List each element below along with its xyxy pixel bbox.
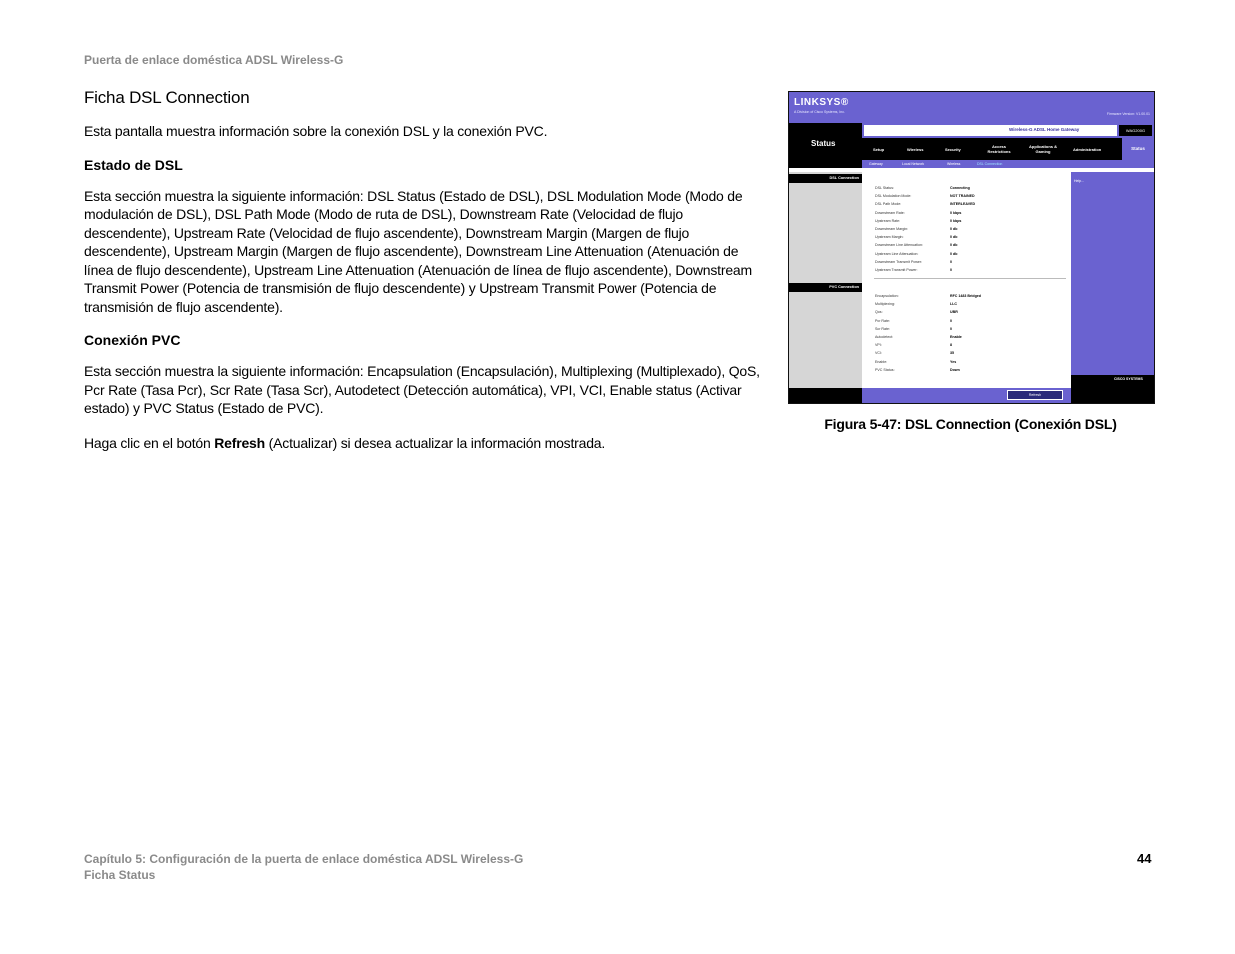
submenu-gateway: Gateway bbox=[869, 162, 883, 166]
submenu-dsl-connection: DSL Connection bbox=[977, 162, 1003, 166]
submenu-local-network: Local Network bbox=[902, 162, 925, 166]
refresh-post: (Actualizar) si desea actualizar la información mostrada. bbox=[264, 434, 606, 451]
pvc-row-value: Yes bbox=[950, 359, 957, 364]
firmware-version: Firmware Version: V1.00.01 bbox=[1106, 112, 1150, 116]
cisco-logo: CISCO SYSTEMS bbox=[1114, 377, 1143, 381]
pvc-row-value: Down bbox=[950, 367, 960, 372]
pvc-row-value: 8 bbox=[950, 343, 952, 348]
logo-tagline: A Division of Cisco Systems, Inc. bbox=[794, 110, 845, 114]
pvc-row-value: Enable bbox=[950, 335, 962, 339]
help-panel bbox=[1071, 172, 1154, 388]
pvc-row-value: 0 bbox=[950, 326, 952, 331]
pvc-connection-paragraph: Esta sección muestra la siguiente información: Encapsulation (Encapsulación), Multiplexing (Multiplexado), QoS, Pcr Rate (Tasa Pcr), Scr Rate (Tasa Scr), Autodetect (Detección automática), VPI, VCI, Enable status (Activar estado) y PVC Status (Estado de PVC). bbox=[84, 363, 760, 416]
pvc-row-value: RFC 1483 Bridged bbox=[950, 294, 981, 298]
pvc-row-label: Pcr Rate: bbox=[875, 318, 890, 323]
dsl-row-label: Downstream Line Attenuation: bbox=[875, 243, 923, 248]
dsl-row-label: Upstream Transmit Power: bbox=[875, 268, 918, 272]
dsl-row-label: Downstream Margin: bbox=[875, 227, 909, 231]
pvc-row-label: Encapsulation: bbox=[875, 294, 899, 298]
pvc-row-label: VCI: bbox=[875, 351, 882, 356]
menu-access-restrictions: Access Restrictions bbox=[987, 144, 1011, 154]
dsl-connection-screenshot bbox=[788, 91, 1155, 404]
dsl-row-value: INTERLEAVED bbox=[950, 202, 976, 207]
pvc-row-label: Autodetect: bbox=[875, 335, 894, 339]
refresh-pre: Haga clic en el botón bbox=[84, 434, 215, 451]
pvc-row-value: LLC bbox=[950, 302, 957, 307]
dsl-row-label: Downstream Rate: bbox=[875, 210, 905, 215]
figure-caption: Figura 5-47: DSL Connection (Conexión DSL) bbox=[824, 416, 1117, 432]
linksys-logo: LINKSYS® bbox=[794, 97, 849, 108]
dsl-row-value: 0 kbps bbox=[950, 218, 962, 223]
menu-setup: Setup bbox=[873, 147, 885, 152]
dsl-row-value: 0 db bbox=[950, 251, 958, 256]
pvc-row-label: VPI: bbox=[875, 343, 882, 348]
dsl-status-heading: Estado de DSL bbox=[84, 156, 183, 173]
dsl-row-value: 0 bbox=[950, 259, 952, 264]
pvc-row-label: PVC Status: bbox=[875, 367, 895, 372]
section-title: Ficha DSL Connection bbox=[84, 88, 250, 107]
pvc-connection-label: PVC Connection bbox=[789, 283, 862, 292]
running-header: Puerta de enlace doméstica ADSL Wireless-G bbox=[84, 53, 344, 67]
menu-applications-gaming: Applications & Gaming bbox=[1028, 144, 1057, 154]
dsl-row-value: 0 db bbox=[950, 243, 958, 248]
dsl-row-value: NOT TRAINED bbox=[950, 194, 975, 199]
menu-wireless: Wireless bbox=[907, 147, 924, 152]
model-number: WAG200G bbox=[1119, 125, 1152, 136]
footer-section: Ficha Status bbox=[84, 868, 156, 882]
dsl-connection-label: DSL Connection bbox=[789, 174, 862, 183]
pvc-row-value: UBR bbox=[950, 310, 958, 315]
page-number: 44 bbox=[1137, 851, 1152, 866]
pvc-connection-heading: Conexión PVC bbox=[84, 332, 181, 348]
pvc-row-label: Scr Rate: bbox=[875, 326, 890, 331]
dsl-row-label: Downstream Transmit Power: bbox=[875, 259, 923, 264]
refresh-paragraph bbox=[84, 434, 764, 453]
intro-paragraph: Esta pantalla muestra información sobre la conexión DSL y la conexión PVC. bbox=[84, 123, 548, 139]
dsl-row-label: DSL Status: bbox=[875, 186, 895, 190]
menu-administration: Administration bbox=[1073, 147, 1102, 152]
help-link: Help... bbox=[1074, 179, 1085, 183]
footer bbox=[84, 851, 523, 883]
pvc-row-label: Multiplexing: bbox=[875, 302, 895, 307]
dsl-row-label: Upstream Line Attenuation: bbox=[875, 251, 919, 256]
dsl-row-label: DSL Path Mode: bbox=[875, 202, 902, 207]
footer-chapter: Capítulo 5: Configuración de la puerta de enlace doméstica ADSL Wireless-G bbox=[84, 852, 524, 866]
menu-security: Security bbox=[945, 147, 961, 152]
dsl-row-label: Upstream Margin: bbox=[875, 235, 904, 240]
bottom-left-bar bbox=[789, 388, 862, 403]
refresh-button: Refresh bbox=[1007, 390, 1063, 400]
product-name: Wireless-G ADSL Home Gateway bbox=[1009, 127, 1080, 132]
pvc-row-label: Qos: bbox=[875, 310, 883, 315]
pvc-row-value: 35 bbox=[950, 351, 954, 356]
dsl-status-paragraph: Esta sección muestra la siguiente información: DSL Status (Estado de DSL), DSL Modulation Mode (Modo de modulación de DSL), DSL Path Mode (Modo de ruta de DSL), Downstream Rate (Velocidad de flujo descendente), Upstream Rate (Velocidad de flujo ascendente), Downstream Margin (Margen de flujo descendente), Upstream Margin (Margen de flujo ascendente), Downstream Line Attenuation (Atenuación de línea de flujo descendente), Upstream Line Attenuation (Atenuación de línea de flujo ascendente), Downstream Transmit Power (Potencia de transmisión de flujo descendente) y Upstream Transmit Power (Potencia de transmisión de flujo ascendente). bbox=[84, 187, 752, 315]
page-title: Status bbox=[811, 139, 836, 148]
submenu-wireless: Wireless bbox=[947, 162, 961, 166]
dsl-row-label: Upstream Rate: bbox=[875, 218, 901, 223]
dsl-row-value: Connecting bbox=[950, 186, 970, 190]
left-panel bbox=[789, 172, 862, 388]
pvc-row-value: 0 bbox=[950, 318, 952, 323]
dsl-row-label: DSL Modulation Mode: bbox=[875, 194, 912, 199]
refresh-keyword: Refresh bbox=[214, 434, 265, 451]
dsl-row-value: 0 db bbox=[950, 227, 958, 231]
section-divider bbox=[874, 278, 1066, 279]
main-content bbox=[84, 88, 764, 468]
tab-status: Status bbox=[1122, 138, 1154, 160]
dsl-row-value: 0 kbps bbox=[950, 210, 962, 215]
pvc-row-label: Enable: bbox=[875, 359, 888, 364]
dsl-row-value: 0 db bbox=[950, 235, 958, 240]
dsl-row-value: 0 bbox=[950, 268, 952, 272]
